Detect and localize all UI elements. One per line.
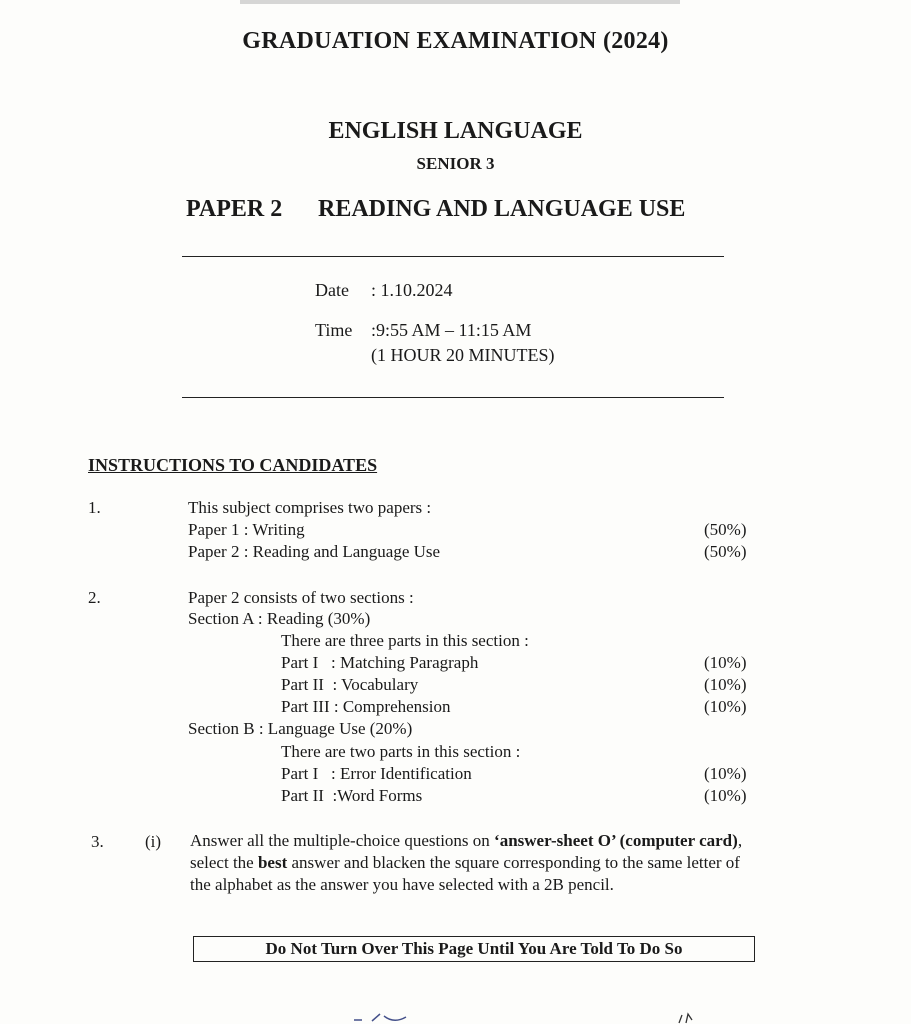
section-b-part-2-weight: (10%) (704, 786, 747, 805)
item3-line-1-end: , (737, 831, 743, 850)
section-b-part-1: Part I : Error Identification (281, 764, 472, 783)
level-label: SENIOR 3 (416, 154, 495, 173)
paper-heading (186, 196, 685, 223)
section-a-part-3-weight: (10%) (704, 697, 747, 716)
item1-number: 1. (88, 498, 101, 517)
section-a-part-2-weight: (10%) (704, 675, 747, 694)
paper1-weight: (50%) (704, 520, 747, 539)
item3-line-2 (190, 853, 740, 873)
paper2-label: Paper 2 : Reading and Language Use (188, 542, 441, 561)
exam-title: GRADUATION EXAMINATION (2024) (242, 28, 669, 54)
section-a-part-2: Part II : Vocabulary (281, 675, 419, 694)
paper2-weight: (50%) (704, 542, 747, 561)
best-emphasis: best (257, 853, 288, 872)
top-edge-scan-artifact (240, 0, 680, 4)
item3-line-2-text: select the (190, 853, 258, 872)
pen-mark-decoration (350, 1008, 420, 1024)
item3-number: 3. (91, 832, 104, 851)
date-value: : 1.10.2024 (371, 280, 453, 300)
date-label: Date (315, 280, 349, 300)
divider-bottom (182, 397, 724, 398)
section-b-intro: There are two parts in this section : (281, 742, 521, 761)
paper-number: PAPER 2 (186, 196, 283, 222)
item1-intro: This subject comprises two papers : (188, 498, 432, 517)
pen-mark-decoration-2 (676, 1010, 700, 1024)
instructions-heading: INSTRUCTIONS TO CANDIDATES (88, 455, 378, 475)
section-b-part-1-weight: (10%) (704, 764, 747, 783)
time-label: Time (315, 320, 353, 340)
section-a-part-1: Part I : Matching Paragraph (281, 653, 479, 672)
do-not-turn-notice: Do Not Turn Over This Page Until You Are Told To Do So (193, 936, 755, 962)
section-b-part-2: Part II :Word Forms (281, 786, 423, 805)
paper-title: READING AND LANGUAGE USE (318, 196, 686, 222)
divider-top (182, 256, 724, 257)
item3-line-1-text: Answer all the multiple-choice questions on (190, 831, 495, 850)
section-a-intro: There are three parts in this section : (281, 631, 529, 650)
time-value: :9:55 AM – 11:15 AM (371, 320, 532, 340)
item3-line-1 (190, 831, 742, 851)
section-a-part-1-weight: (10%) (704, 653, 747, 672)
section-b-title: Section B : Language Use (20%) (188, 719, 413, 738)
item2-number: 2. (88, 588, 101, 607)
answer-sheet-label: ‘answer-sheet O’ (computer card) (494, 831, 738, 850)
item3-line-3: the alphabet as the answer you have selected with a 2B pencil. (190, 875, 614, 894)
item3-line-2-end: answer and blacken the square corresponding to the same letter of (287, 853, 740, 872)
paper1-label: Paper 1 : Writing (188, 520, 305, 539)
duration: (1 HOUR 20 MINUTES) (371, 345, 555, 365)
item2-intro: Paper 2 consists of two sections : (188, 588, 414, 607)
section-a-part-3: Part III : Comprehension (281, 697, 451, 716)
subject-title: ENGLISH LANGUAGE (328, 118, 583, 144)
item3-sub: (i) (145, 832, 162, 851)
section-a-title: Section A : Reading (30%) (188, 609, 371, 628)
